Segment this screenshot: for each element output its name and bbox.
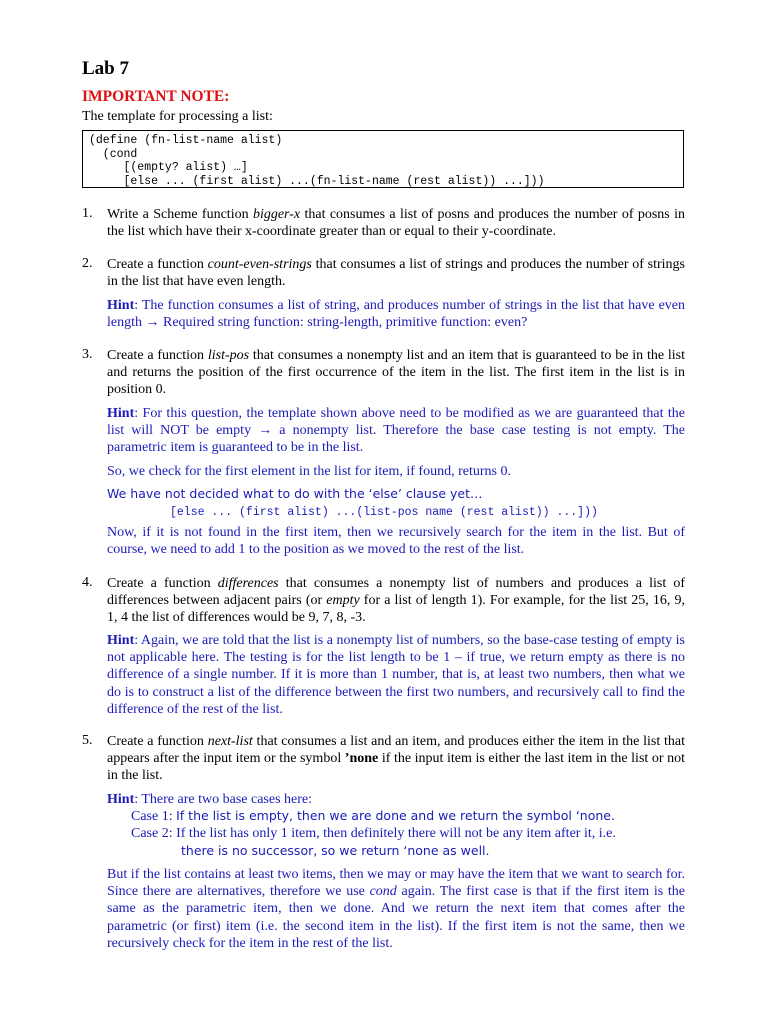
question-4-number: 4. bbox=[82, 575, 93, 590]
function-name: bigger-x bbox=[252, 207, 301, 222]
question-4-hint: Hint: Again, we are told that the list is a nonempty list of numbers, so the base-case testing of empty is not applicable here. The testing is for the list length to be 1 – if true, we return empty as there is no difference of a single number. If it is more than 1 number, that is, at least two numbers, then what we do is to construct a list of the difference between the first two numbers, and recursively call to find the difference of the rest of the list. bbox=[107, 633, 685, 717]
important-note-heading: IMPORTANT NOTE: bbox=[82, 88, 230, 105]
code-line: (define (fn-list-name alist) bbox=[89, 134, 283, 147]
question-2-hint: Hint: The function consumes a list of string, and produces number of strings in the list that have even length → Required string function: string-length, primitive function: even? bbox=[107, 298, 685, 331]
function-name: count-even-strings bbox=[207, 257, 312, 272]
question-3-text: Create a function list-pos that consumes a nonempty list and an item that is guaranteed to be in the list and returns the position of the first occurrence of the item in the list. The first item in the list is in position 0. bbox=[107, 348, 685, 398]
question-3-else-note: We have not decided what to do with the ‘else’ clause yet… bbox=[107, 486, 483, 501]
emphasis: empty bbox=[326, 593, 360, 609]
page-title: Lab 7 bbox=[82, 58, 129, 79]
emphasis: cond bbox=[369, 884, 397, 900]
question-3-hint: Hint: For this question, the template shown above need to be modified as we are guaranteed that the list will NOT be empty → a nonempty list. Therefore the base case testing is not empty. The parametric item is guaranteed to be in the list. bbox=[107, 406, 685, 456]
function-name: next-list bbox=[207, 734, 253, 749]
template-code-box bbox=[82, 130, 684, 188]
question-3-note: So, we check for the first element in the list for item, if found, returns 0. bbox=[107, 464, 511, 479]
question-3-code: [else ... (first alist) ...(list-pos name (rest alist)) ...])) bbox=[170, 506, 598, 519]
code-line: (cond bbox=[89, 147, 138, 161]
question-5-explanation: But if the list contains at least two items, then we may or may have the item that we want to search for. Since there are alternatives, therefore we use cond again. The first case is that if the first item is the same as the parametric item, then we done. And we return the next item that comes after the parametric (or first) item (i.e. the second item in the list). If the first item is not the same, then we recursively check for the item in the rest of the list. bbox=[107, 867, 685, 951]
question-2-number: 2. bbox=[82, 256, 93, 271]
question-3-number: 3. bbox=[82, 347, 93, 362]
case-1: Case 1: If the list is empty, then we are done and we return the symbol ‘none. bbox=[131, 808, 615, 824]
function-name: differences bbox=[217, 576, 279, 591]
case-2: Case 2: If the list has only 1 item, then definitely there will not be any item after it, i.e. bbox=[131, 826, 616, 841]
template-intro: The template for processing a list: bbox=[82, 109, 273, 124]
question-1-text: Write a Scheme function bigger-x that consumes a list of posns and produces the number of posns in the list which have their x-coordinate greater than or equal to their y-coordinate. bbox=[107, 207, 685, 240]
symbol: ’none bbox=[344, 751, 379, 767]
question-2-text: Create a function count-even-strings that consumes a list of strings and produces the number of strings in the list that have even length. bbox=[107, 257, 685, 290]
question-5-number: 5. bbox=[82, 733, 93, 748]
question-4-text: Create a function differences that consumes a nonempty list of numbers and produces a list of differences between adjacent pairs (or empty for a list of length 1). For example, for the list 25, 16, 9, 1, 4 the list of differences would be 9, 7, 8, -3. bbox=[107, 576, 686, 626]
code-line: [else ... (first alist) ...(fn-list-name (rest alist)) ...])) bbox=[89, 174, 545, 188]
case-2-continued: there is no successor, so we return ‘none as well. bbox=[181, 843, 490, 858]
right-arrow-icon: → bbox=[258, 423, 273, 439]
function-name: list-pos bbox=[207, 348, 250, 363]
question-1-number: 1. bbox=[82, 206, 93, 221]
code-line: [(empty? alist) …] bbox=[89, 161, 248, 174]
question-5-hint: Hint: There are two base cases here: bbox=[107, 792, 312, 807]
right-arrow-icon: → bbox=[145, 315, 160, 331]
question-5-text: Create a function next-list that consumes a list and an item, and produces either the item in the list that appears after the input item or the symbol ’none if the input item is either the last item in the list or not in the list. bbox=[107, 734, 686, 784]
question-3-recursion-note: Now, if it is not found in the first item, then we recursively search for the item in the list. But of course, we need to add 1 to the position as we moved to the rest of the list. bbox=[107, 525, 685, 558]
